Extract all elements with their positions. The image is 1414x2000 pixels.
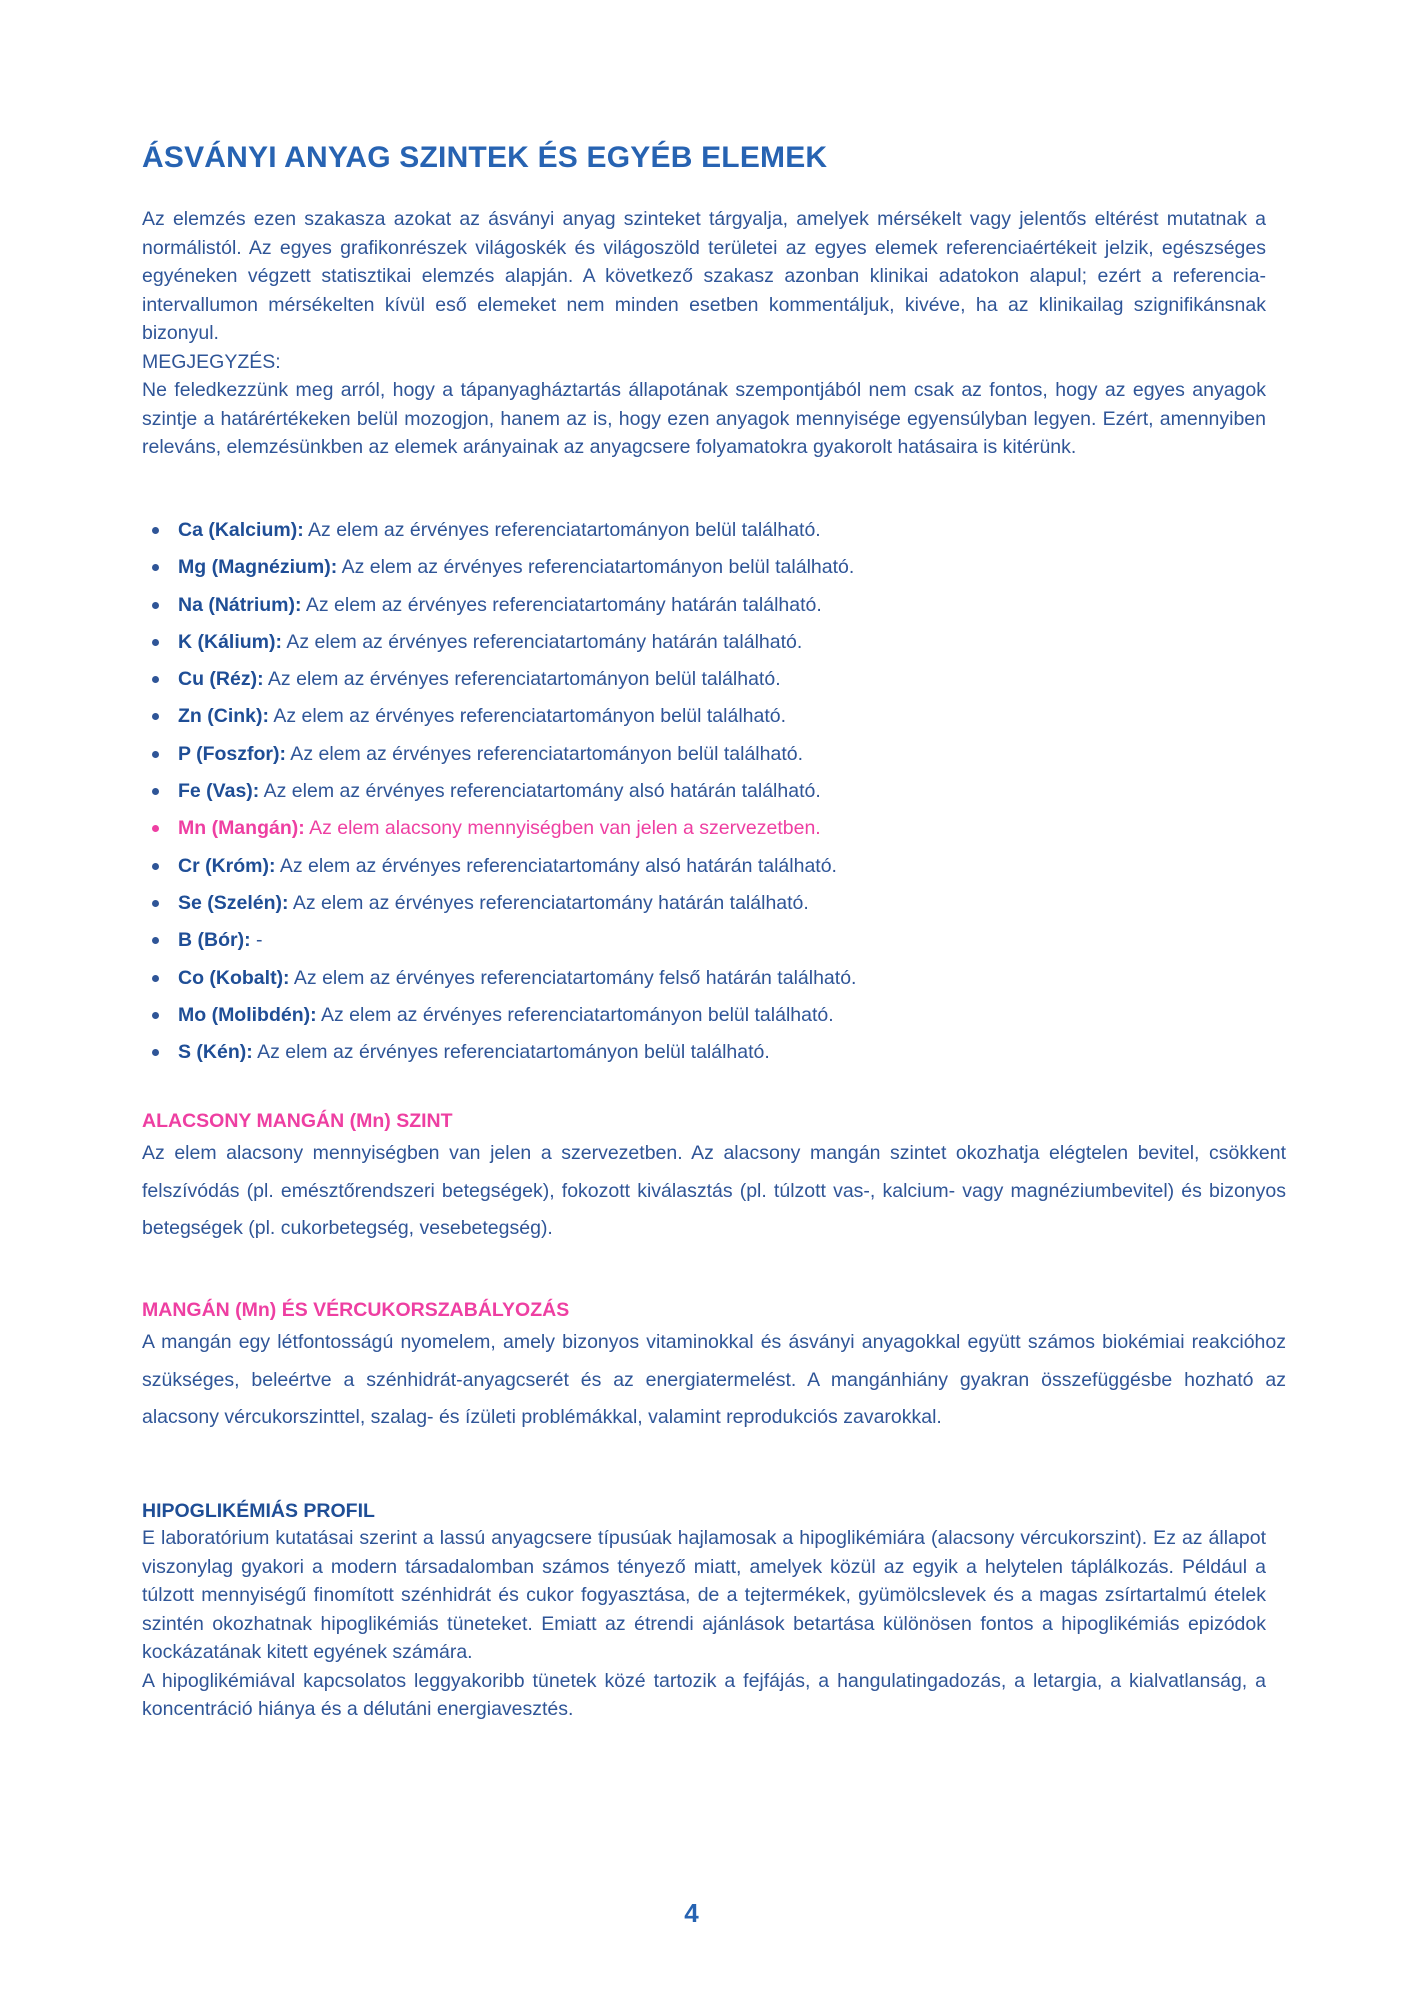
bullet-icon — [152, 900, 159, 907]
list-item-zn — [142, 698, 856, 735]
note-label: MEGJEGYZÉS: — [142, 350, 281, 373]
list-item-mo — [142, 997, 856, 1034]
bullet-icon — [152, 639, 159, 646]
element-symbol: Fe (Vas): — [178, 780, 260, 803]
bullet-icon — [152, 527, 159, 534]
element-symbol: Zn (Cink): — [178, 705, 269, 728]
hypoglycemia-heading: HIPOGLIKÉMIÁS PROFIL — [142, 1500, 375, 1522]
element-symbol: Mo (Molibdén): — [178, 1003, 317, 1026]
element-status: Az elem az érvényes referenciatartomány alsó határán található. — [275, 854, 837, 877]
element-symbol: B (Bór): — [178, 929, 251, 952]
low-manganese-body: Az elem alacsony mennyiségben van jelen a szervezetben. Az alacsony mangán szintet okozhatja elégtelen bevitel, csökkent felszívódás (pl. emésztőrendszeri betegségek), fokozott kiválasztás (pl. túlzott vas-, kalcium- vagy magnéziumbevitel) és bizonyos betegségek (pl. cukorbetegség, vesebetegség). — [142, 1142, 1286, 1239]
bullet-icon — [152, 788, 159, 795]
hypoglycemia-paragraph-1: E laboratórium kutatásai szerint a lassú anyagcsere típusúak hajlamosak a hipoglikémiára (alacsony vércukorszint). Ez az állapot viszonylag gyakori a modern társadalomban számos tényező miatt, amelyek közül az egyik a helytelen táplálkozás. Például a túlzott mennyiségű finomított szénhidrát és cukor fogyasztása, de a tejtermékek, gyümölcslevek és a magas zsírtartalmú ételek szintén okozhatnak hipoglikémiás tüneteket. Emiatt az étrendi ajánlások betartása különösen fontos a hipoglikémiás epizódok kockázatának kitett egyének számára. — [142, 1527, 1266, 1663]
element-status: - — [250, 929, 263, 952]
list-item-na — [142, 587, 856, 624]
intro-section — [142, 205, 1266, 462]
list-item-cr — [142, 848, 856, 885]
element-symbol: Na (Nátrium): — [178, 593, 302, 616]
list-item-p — [142, 736, 856, 773]
low-manganese-section — [142, 1107, 1286, 1248]
element-symbol: P (Foszfor): — [178, 742, 286, 765]
element-status: Az elem az érvényes referenciatartomány felső határán található. — [289, 966, 857, 989]
element-symbol: Mn (Mangán): — [178, 817, 305, 840]
bullet-icon — [152, 602, 159, 609]
bullet-icon — [152, 713, 159, 720]
element-symbol: Cu (Réz): — [178, 668, 264, 691]
element-symbol: Co (Kobalt): — [178, 966, 290, 989]
element-status: Az elem az érvényes referenciatartomány alsó határán található. — [259, 780, 821, 803]
element-symbol: K (Kálium): — [178, 630, 282, 653]
hypoglycemia-section — [142, 1498, 1266, 1724]
manganese-glucose-body: A mangán egy létfontosságú nyomelem, amely bizonyos vitaminokkal és ásványi anyagokkal együtt számos biokémiai reakcióhoz szükséges, beleértve a szénhidrát-anyagcserét és az energiatermelést. A mangánhiány gyakran összefüggésbe hozható az alacsony vércukorszinttel, szalag- és ízületi problémákkal, valamint reprodukciós zavarokkal. — [142, 1331, 1286, 1428]
bullet-icon — [152, 1012, 159, 1019]
element-status: Az elem az érvényes referenciatartományon belül található. — [303, 519, 821, 541]
bullet-icon — [152, 863, 159, 870]
list-item-fe — [142, 773, 856, 810]
list-item-cu — [142, 661, 856, 698]
bullet-icon — [152, 975, 159, 982]
manganese-glucose-heading: MANGÁN (Mn) ÉS VÉRCUKORSZABÁLYOZÁS — [142, 1299, 570, 1321]
element-symbol: Se (Szelén): — [178, 891, 289, 914]
element-status: Az elem az érvényes referenciatartományon belül található. — [268, 705, 787, 728]
element-symbol: S (Kén): — [178, 1041, 253, 1064]
list-item-ca — [142, 512, 856, 549]
intro-paragraph: Az elemzés ezen szakasza azokat az ásványi anyag szinteket tárgyalja, amelyek mérsékelt vagy jelentős eltérést mutatnak a normálistól. Az egyes grafikonrészek világoskék és világoszöld területei az egyes elemek referenciaértékeit jelzik, egészséges egyéneken végzett statisztikai elemzés alapján. A következő szakasz azonban klinikai adatokon alapul; ezért a referencia-intervallumon mérsékelten kívül eső elemeket nem minden esetben kommentáljuk, kivéve, ha az klinikailag szignifikánsnak bizonyul. — [142, 208, 1266, 344]
page-title: ÁSVÁNYI ANYAG SZINTEK ÉS EGYÉB ELEMEK — [142, 141, 828, 174]
list-item-mg — [142, 549, 856, 586]
element-status: Az elem az érvényes referenciatartományon belül található. — [285, 742, 804, 765]
list-item-mn — [142, 810, 856, 847]
list-item-b — [142, 922, 856, 959]
element-status: Az elem az érvényes referenciatartományon belül található. — [252, 1041, 770, 1064]
page-number: 4 — [684, 1898, 699, 1928]
list-item-k — [142, 624, 856, 661]
note-paragraph: Ne feledkezzünk meg arról, hogy a tápanyagháztartás állapotának szempontjából nem csak az fontos, hogy az egyes anyagok szintje a határértékeken belül mozogjon, hanem az is, hogy ezen anyagok mennyisége egyensúlyban legyen. Ezért, amennyiben releváns, elemzésünkben az elemek arányainak az anyagcsere folyamatokra gyakorolt hatásaira is kitérünk. — [142, 379, 1266, 458]
element-symbol: Mg (Magnézium): — [178, 556, 338, 579]
manganese-glucose-section — [142, 1296, 1286, 1437]
bullet-icon — [152, 564, 159, 571]
list-item-co — [142, 960, 856, 997]
element-status: Az elem az érvényes referenciatartomány határán található. — [288, 891, 809, 914]
element-status: Az elem alacsony mennyiségben van jelen a szervezetben. — [304, 817, 821, 840]
element-status: Az elem az érvényes referenciatartomány határán található. — [282, 630, 803, 653]
bullet-icon — [152, 1049, 159, 1056]
bullet-icon — [152, 937, 159, 944]
element-status: Az elem az érvényes referenciatartományon belül található. — [337, 556, 855, 579]
bullet-icon — [152, 751, 159, 758]
element-status: Az elem az érvényes referenciatartományon belül található. — [263, 668, 781, 691]
element-symbol: Ca (Kalcium): — [178, 519, 304, 541]
element-status: Az elem az érvényes referenciatartományon belül található. — [316, 1003, 834, 1026]
bullet-icon — [152, 825, 159, 832]
element-symbol: Cr (Króm): — [178, 854, 276, 877]
list-item-s — [142, 1034, 856, 1071]
low-manganese-heading: ALACSONY MANGÁN (Mn) SZINT — [142, 1110, 453, 1132]
list-item-se — [142, 885, 856, 922]
element-status: Az elem az érvényes referenciatartomány határán található. — [301, 593, 822, 616]
hypoglycemia-paragraph-2: A hipoglikémiával kapcsolatos leggyakoribb tünetek közé tartozik a fejfájás, a hangulatingadozás, a letargia, a kialvatlanság, a koncentráció hiánya és a délutáni energiavesztés. — [142, 1669, 1266, 1720]
element-list — [142, 512, 856, 1071]
bullet-icon — [152, 676, 159, 683]
